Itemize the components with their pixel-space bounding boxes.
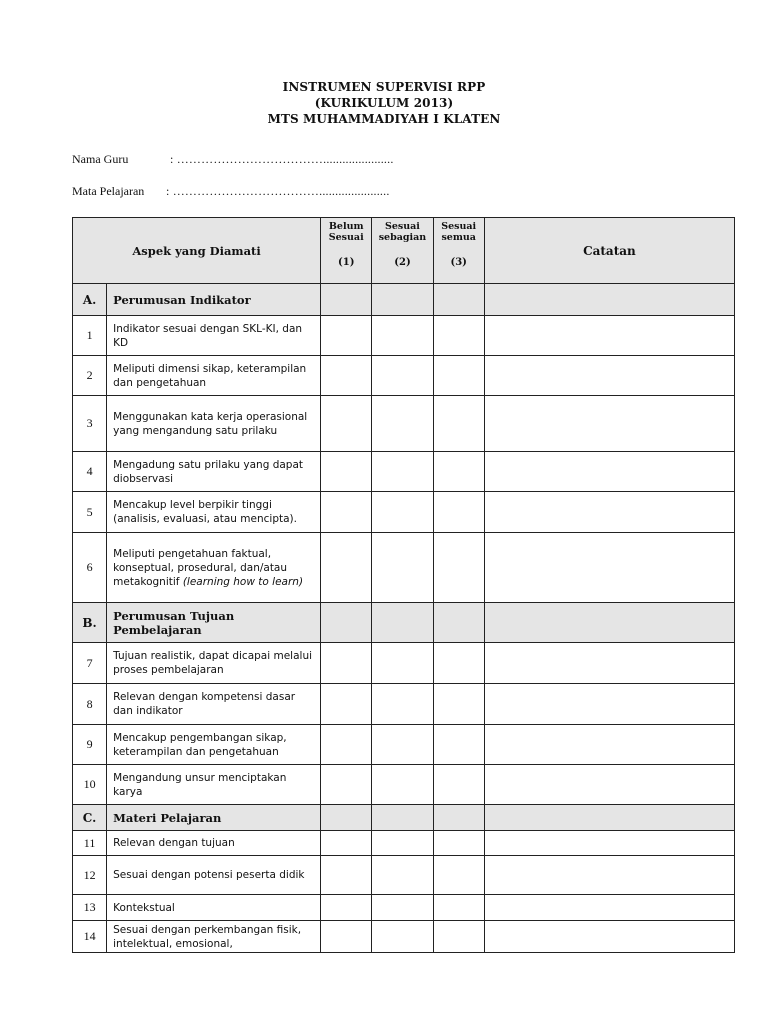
title-line-2: (KURIKULUM 2013) <box>314 96 454 110</box>
item-criterion <box>107 452 321 492</box>
item-criterion <box>107 492 321 533</box>
check-sesuai-sebagian[interactable] <box>372 856 433 895</box>
check-sesuai-semua[interactable] <box>433 895 484 921</box>
check-sesuai-semua[interactable] <box>433 831 484 856</box>
item-number: 8 <box>73 684 107 725</box>
criterion-text: Kontekstual <box>113 901 175 914</box>
check-sesuai-sebagian[interactable] <box>372 684 433 725</box>
table-row <box>73 725 735 765</box>
check-belum-sesuai[interactable] <box>321 492 372 533</box>
notes-cell[interactable] <box>484 921 734 953</box>
item-number: 7 <box>73 643 107 684</box>
item-criterion <box>107 356 321 396</box>
check-sesuai-sebagian[interactable] <box>372 396 433 452</box>
item-criterion <box>107 856 321 895</box>
check-sesuai-sebagian[interactable] <box>372 316 433 356</box>
check-sesuai-semua[interactable] <box>433 316 484 356</box>
check-sesuai-sebagian <box>372 284 433 316</box>
criterion-italic-text: (learning how to learn) <box>182 575 304 588</box>
check-belum-sesuai[interactable] <box>321 831 372 856</box>
field-nama-guru <box>72 152 394 167</box>
table-row <box>73 684 735 725</box>
check-belum-sesuai <box>321 603 372 643</box>
section-title: Materi Pelajaran <box>107 805 321 831</box>
check-belum-sesuai[interactable] <box>321 356 372 396</box>
check-sesuai-semua[interactable] <box>433 492 484 533</box>
check-belum-sesuai <box>321 284 372 316</box>
criterion-text: Mengandung unsur menciptakan karya <box>113 771 287 798</box>
table-row <box>73 356 735 396</box>
table-header-row <box>73 218 735 284</box>
criterion-text: Mengadung satu prilaku yang dapat diobservasi <box>113 458 304 485</box>
item-criterion <box>107 765 321 805</box>
notes-cell[interactable] <box>484 533 734 603</box>
table-row <box>73 856 735 895</box>
table-row <box>73 492 735 533</box>
notes-cell[interactable] <box>484 856 734 895</box>
notes-cell[interactable] <box>484 492 734 533</box>
notes-cell <box>484 603 734 643</box>
check-sesuai-sebagian[interactable] <box>372 831 433 856</box>
item-number: 1 <box>73 316 107 356</box>
criterion-text: Indikator sesuai dengan SKL-KI, dan KD <box>113 322 303 349</box>
item-number: 4 <box>73 452 107 492</box>
check-sesuai-semua[interactable] <box>433 396 484 452</box>
check-belum-sesuai[interactable] <box>321 533 372 603</box>
check-sesuai-semua[interactable] <box>433 452 484 492</box>
section-letter: A. <box>73 284 107 316</box>
check-sesuai-sebagian[interactable] <box>372 643 433 684</box>
header-belum-sesuai <box>321 218 372 284</box>
check-belum-sesuai[interactable] <box>321 643 372 684</box>
header-label: Sesuai semua <box>441 221 477 243</box>
criterion-text: Sesuai dengan perkembangan fisik, intelektual, emosional, <box>113 923 302 950</box>
header-num: (1) <box>338 257 355 268</box>
supervision-table <box>72 217 735 953</box>
header-sesuai-semua <box>433 218 484 284</box>
item-number: 12 <box>73 856 107 895</box>
check-belum-sesuai[interactable] <box>321 316 372 356</box>
check-sesuai-sebagian <box>372 603 433 643</box>
check-belum-sesuai <box>321 805 372 831</box>
item-criterion <box>107 396 321 452</box>
check-belum-sesuai[interactable] <box>321 921 372 953</box>
notes-cell[interactable] <box>484 452 734 492</box>
check-sesuai-sebagian[interactable] <box>372 765 433 805</box>
section-title: Perumusan Indikator <box>107 284 321 316</box>
notes-cell <box>484 805 734 831</box>
table-row <box>73 765 735 805</box>
check-sesuai-semua <box>433 805 484 831</box>
criterion-text: Mencakup level berpikir tinggi (analisis, evaluasi, atau mencipta). <box>113 499 297 525</box>
item-criterion <box>107 895 321 921</box>
field-mata-pelajaran <box>72 184 390 199</box>
item-criterion <box>107 831 321 856</box>
criterion-text: Menggunakan kata kerja operasional yang mengandung satu prilaku <box>113 410 308 437</box>
table-row <box>73 643 735 684</box>
check-sesuai-semua[interactable] <box>433 533 484 603</box>
field-label: Nama Guru <box>72 152 129 166</box>
table-row <box>73 396 735 452</box>
item-number: 6 <box>73 533 107 603</box>
check-sesuai-semua[interactable] <box>433 643 484 684</box>
header-num: (2) <box>394 257 411 268</box>
check-sesuai-semua[interactable] <box>433 856 484 895</box>
criterion-text: Relevan dengan kompetensi dasar dan indikator <box>113 691 296 717</box>
title-line-3: MTS MUHAMMADIYAH I KLATEN <box>267 112 501 126</box>
table-row <box>73 831 735 856</box>
field-blank: : ………………………………...................... <box>166 184 390 198</box>
item-criterion <box>107 316 321 356</box>
notes-cell[interactable] <box>484 725 734 765</box>
item-criterion <box>107 533 321 603</box>
table-row <box>73 316 735 356</box>
title-line-1: INSTRUMEN SUPERVISI RPP <box>282 80 486 94</box>
notes-cell <box>484 284 734 316</box>
check-sesuai-semua[interactable] <box>433 684 484 725</box>
criterion-text: Mencakup pengembangan sikap, keterampilan dan pengetahuan <box>113 731 287 758</box>
criterion-text: Meliputi pengetahuan faktual, konseptual, prosedural, dan/atau metakognitif <box>113 547 288 588</box>
section-row <box>73 284 735 316</box>
table-row <box>73 533 735 603</box>
criterion-text: Meliputi dimensi sikap, keterampilan dan pengetahuan <box>113 362 307 389</box>
check-sesuai-sebagian[interactable] <box>372 895 433 921</box>
document-title <box>0 79 768 127</box>
section-letter: B. <box>73 603 107 643</box>
check-belum-sesuai[interactable] <box>321 396 372 452</box>
notes-cell[interactable] <box>484 684 734 725</box>
check-sesuai-sebagian[interactable] <box>372 492 433 533</box>
check-sesuai-sebagian[interactable] <box>372 725 433 765</box>
check-sesuai-sebagian[interactable] <box>372 356 433 396</box>
check-belum-sesuai[interactable] <box>321 684 372 725</box>
header-num: (3) <box>450 257 467 268</box>
notes-cell[interactable] <box>484 356 734 396</box>
item-number: 9 <box>73 725 107 765</box>
check-sesuai-sebagian[interactable] <box>372 533 433 603</box>
check-sesuai-semua[interactable] <box>433 356 484 396</box>
section-row <box>73 805 735 831</box>
table-row <box>73 895 735 921</box>
section-row <box>73 603 735 643</box>
header-label: Belum Sesuai <box>328 221 364 243</box>
check-sesuai-semua <box>433 284 484 316</box>
table-row <box>73 452 735 492</box>
section-title: Perumusan Tujuan Pembelajaran <box>107 603 321 643</box>
item-number: 5 <box>73 492 107 533</box>
notes-cell[interactable] <box>484 396 734 452</box>
notes-cell[interactable] <box>484 765 734 805</box>
item-criterion <box>107 643 321 684</box>
check-belum-sesuai[interactable] <box>321 895 372 921</box>
check-sesuai-semua[interactable] <box>433 765 484 805</box>
check-sesuai-sebagian[interactable] <box>372 452 433 492</box>
notes-cell[interactable] <box>484 831 734 856</box>
header-aspek: Aspek yang Diamati <box>73 218 321 284</box>
field-label: Mata Pelajaran <box>72 184 145 198</box>
item-number: 11 <box>73 831 107 856</box>
item-number: 10 <box>73 765 107 805</box>
criterion-text: Relevan dengan tujuan <box>113 837 235 849</box>
check-belum-sesuai[interactable] <box>321 725 372 765</box>
item-number: 14 <box>73 921 107 953</box>
check-belum-sesuai[interactable] <box>321 452 372 492</box>
field-blank: : ………………………………...................... <box>170 152 394 166</box>
notes-cell[interactable] <box>484 643 734 684</box>
header-label: Sesuai sebagian <box>378 221 427 243</box>
check-belum-sesuai[interactable] <box>321 856 372 895</box>
check-sesuai-sebagian[interactable] <box>372 921 433 953</box>
notes-cell[interactable] <box>484 895 734 921</box>
item-criterion <box>107 725 321 765</box>
item-criterion <box>107 684 321 725</box>
check-sesuai-semua[interactable] <box>433 921 484 953</box>
item-number: 3 <box>73 396 107 452</box>
table-row <box>73 921 735 953</box>
item-criterion <box>107 921 321 953</box>
check-sesuai-semua[interactable] <box>433 725 484 765</box>
criterion-text: Tujuan realistik, dapat dicapai melalui proses pembelajaran <box>113 650 313 676</box>
notes-cell[interactable] <box>484 316 734 356</box>
check-belum-sesuai[interactable] <box>321 765 372 805</box>
check-sesuai-sebagian <box>372 805 433 831</box>
section-letter: C. <box>73 805 107 831</box>
header-catatan: Catatan <box>484 218 734 284</box>
header-sesuai-sebagian <box>372 218 433 284</box>
check-sesuai-semua <box>433 603 484 643</box>
item-number: 13 <box>73 895 107 921</box>
criterion-text: Sesuai dengan potensi peserta didik <box>113 869 305 881</box>
item-number: 2 <box>73 356 107 396</box>
